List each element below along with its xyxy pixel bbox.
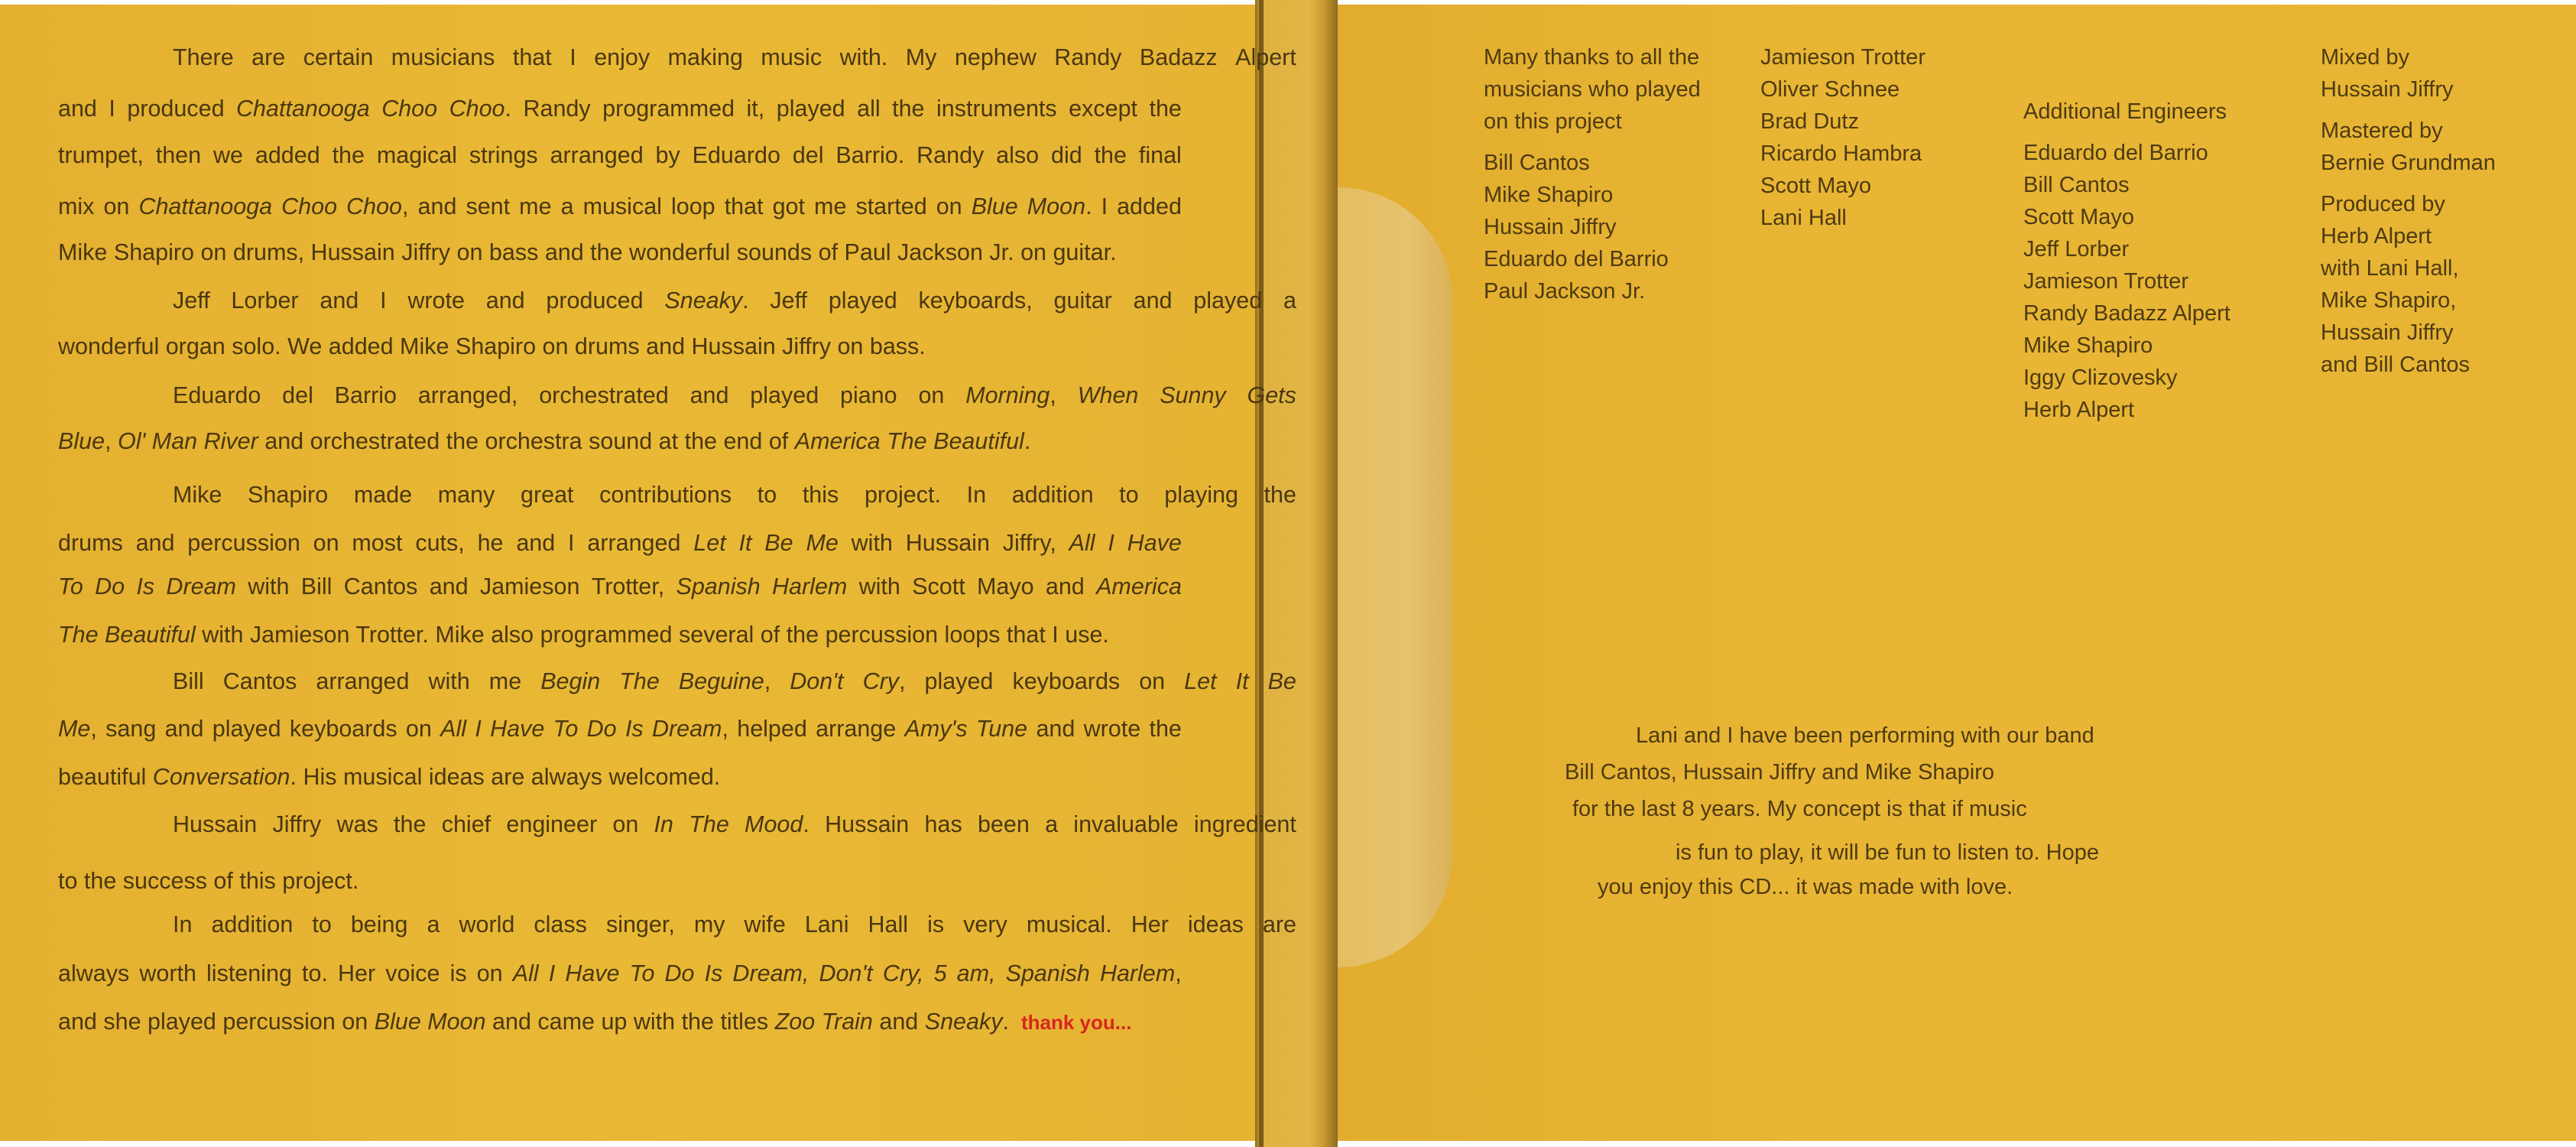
liner-note-line: wonderful organ solo. We added Mike Shapiro on drums and Hussain Jiffry on bass.: [58, 333, 926, 359]
musician-name: Bill Cantos: [1484, 151, 1590, 175]
production-credits: [2321, 41, 2496, 381]
producer-name: with Lani Hall,: [2321, 256, 2459, 281]
engineer-name: Herb Alpert: [2023, 398, 2135, 422]
liner-note-line: Hussain Jiffry was the chief engineer on In The Mood. Hussain has been a invaluable ingredient: [173, 811, 1296, 837]
liner-note-line: In addition to being a world class singer, my wife Lani Hall is very musical. Her ideas are: [173, 911, 1296, 937]
producer-name: Mike Shapiro,: [2321, 288, 2457, 313]
closing-note-line: Bill Cantos, Hussain Jiffry and Mike Shapiro: [1565, 760, 1994, 785]
liner-note-line: drums and percussion on most cuts, he and I arranged Let It Be Me with Hussain Jiffry, All I Have: [58, 530, 1182, 556]
engineer-name: Scott Mayo: [2023, 205, 2135, 229]
thank-you-signoff: thank you...: [1020, 1011, 1132, 1034]
engineer-name: Eduardo del Barrio: [2023, 141, 2208, 165]
produced-by-label: Produced by: [2321, 192, 2445, 216]
engineer-name: Jeff Lorber: [2023, 237, 2130, 262]
liner-note-line: always worth listening to. Her voice is on All I Have To Do Is Dream, Don't Cry, 5 am, Spanish Harlem,: [58, 960, 1182, 986]
musician-name: Paul Jackson Jr.: [1484, 279, 1646, 304]
liner-note-line: to the success of this project.: [58, 868, 359, 894]
producer-name: Hussain Jiffry: [2321, 320, 2454, 345]
musician-name: Oliver Schnee: [1760, 77, 1900, 102]
musician-name: Jamieson Trotter: [1760, 45, 1926, 70]
musician-name: Eduardo del Barrio: [1484, 247, 1669, 271]
musician-name: Mike Shapiro: [1484, 183, 1614, 207]
liner-note-line: Bill Cantos arranged with me Begin The Beguine, Don't Cry, played keyboards on Let It Be: [173, 668, 1296, 694]
musician-name: Scott Mayo: [1760, 174, 1872, 198]
liner-note-line: The Beautiful with Jamieson Trotter. Mike also programmed several of the percussion loops that I use.: [58, 622, 1109, 648]
producer-name: Herb Alpert: [2321, 224, 2432, 249]
mastered-by-label: Mastered by: [2321, 119, 2443, 143]
engineers-heading: Additional Engineers: [2023, 99, 2227, 124]
musician-name: Ricardo Hambra: [1760, 141, 1922, 166]
liner-note-line: Me, sang and played keyboards on All I Have To Do Is Dream, helped arrange Amy's Tune and wrote the: [58, 716, 1182, 742]
liner-note-line: Eduardo del Barrio arranged, orchestrated and played piano on Morning, When Sunny Gets: [173, 382, 1296, 408]
engineer-name: Jamieson Trotter: [2023, 269, 2188, 294]
engineers-credits: [2023, 96, 2230, 426]
musicians-credits: [1484, 41, 1701, 307]
mastered-by-name: Bernie Grundman: [2321, 151, 2496, 175]
liner-note-line: mix on Chattanooga Choo Choo, and sent me a musical loop that got me started on Blue Moon. I added: [58, 193, 1182, 219]
closing-note-line: for the last 8 years. My concept is that if music: [1572, 797, 2027, 821]
musician-name: Brad Dutz: [1760, 109, 1859, 134]
closing-note-line: you enjoy this CD... it was made with love.: [1598, 875, 2013, 899]
mixed-by-label: Mixed by: [2321, 45, 2410, 70]
booklet-spine: [1255, 0, 1338, 1147]
spine-groove: [1259, 0, 1264, 1147]
liner-note-line: Jeff Lorber and I wrote and produced Sneaky. Jeff played keyboards, guitar and played a: [173, 288, 1296, 314]
musicians-heading-line: on this project: [1484, 109, 1622, 134]
liner-note-line: beautiful Conversation. His musical ideas are always welcomed.: [58, 764, 721, 790]
closing-note-line: is fun to play, it will be fun to listen to. Hope: [1676, 840, 2099, 865]
liner-note-line: To Do Is Dream with Bill Cantos and Jamieson Trotter, Spanish Harlem with Scott Mayo and America: [58, 574, 1182, 599]
liner-note-line: There are certain musicians that I enjoy making music with. My nephew Randy Badazz Alpert: [173, 44, 1296, 70]
musician-name: Lani Hall: [1760, 206, 1847, 230]
engineer-name: Mike Shapiro: [2023, 333, 2153, 358]
engineer-name: Randy Badazz Alpert: [2023, 301, 2230, 326]
liner-note-line: Blue, Ol' Man River and orchestrated the orchestra sound at the end of America The Beautiful.: [58, 428, 1031, 454]
mixed-by-name: Hussain Jiffry: [2321, 77, 2454, 102]
engineer-name: Bill Cantos: [2023, 173, 2130, 197]
musicians-credits-col2: [1760, 41, 1926, 234]
producer-name: and Bill Cantos: [2321, 353, 2471, 377]
liner-note-line: Mike Shapiro made many great contributions to this project. In addition to playing the: [173, 482, 1296, 508]
musicians-heading-line: musicians who played: [1484, 77, 1701, 102]
liner-note-line: Mike Shapiro on drums, Hussain Jiffry on bass and the wonderful sounds of Paul Jackson Jr. on guitar.: [58, 239, 1117, 265]
liner-note-line: and I produced Chattanooga Choo Choo. Randy programmed it, played all the instruments except the: [58, 96, 1182, 122]
cd-disc-shadow: [1338, 187, 1452, 967]
liner-note-line: trumpet, then we added the magical strings arranged by Eduardo del Barrio. Randy also did the final: [58, 142, 1182, 168]
closing-note-line: Lani and I have been performing with our band: [1636, 723, 2094, 748]
engineer-name: Iggy Clizovesky: [2023, 366, 2178, 390]
musician-name: Hussain Jiffry: [1484, 215, 1617, 239]
liner-note-line: and she played percussion on Blue Moon and came up with the titles Zoo Train and Sneaky. thank you...: [58, 1009, 1132, 1035]
musicians-heading-line: Many thanks to all the: [1484, 45, 1700, 70]
